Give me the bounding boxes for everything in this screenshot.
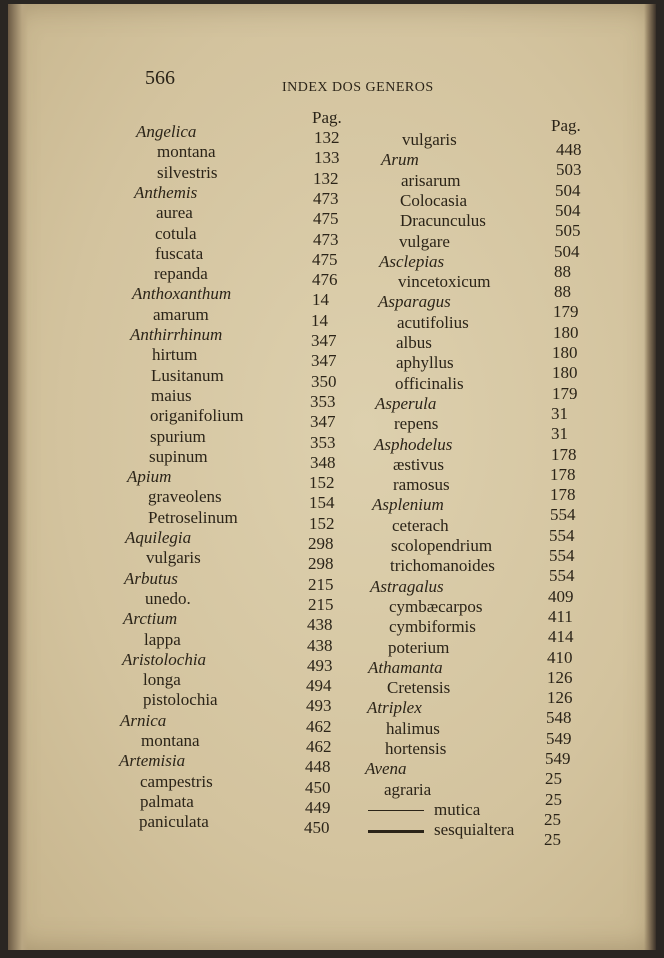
page-ref: 179 bbox=[553, 302, 579, 322]
ditto-dash bbox=[368, 830, 424, 833]
genus-name: Avena bbox=[365, 759, 407, 779]
species-name: poterium bbox=[388, 637, 450, 657]
page-ref: 25 bbox=[544, 809, 561, 829]
species-name: trichomanoides bbox=[390, 556, 495, 576]
species-name: unedo. bbox=[145, 588, 191, 608]
page-ref: 411 bbox=[548, 606, 573, 626]
page-ref: 493 bbox=[307, 655, 333, 675]
page-ref: 549 bbox=[546, 728, 572, 748]
genus-name: Arbutus bbox=[124, 568, 178, 588]
species-name: palmata bbox=[140, 791, 194, 811]
species-name: graveolens bbox=[148, 487, 222, 507]
page-ref: 504 bbox=[554, 241, 580, 261]
species-name: Cretensis bbox=[387, 678, 451, 698]
page-ref: 132 bbox=[314, 128, 340, 147]
page-ref: 132 bbox=[313, 168, 339, 188]
species-name: repanda bbox=[154, 264, 208, 284]
page-ref: 493 bbox=[306, 696, 332, 716]
species-name: vulgaris bbox=[146, 548, 201, 568]
species-name: fuscata bbox=[155, 243, 204, 263]
page-ref: 88 bbox=[554, 261, 571, 281]
genus-name: Athamanta bbox=[368, 657, 443, 677]
page-ref: 505 bbox=[555, 221, 581, 241]
page-ref: 448 bbox=[305, 757, 331, 777]
page-ref: 475 bbox=[312, 249, 338, 269]
species-name: aurea bbox=[156, 203, 193, 223]
page-ref: 438 bbox=[307, 615, 333, 635]
species-name: vulgare bbox=[399, 231, 450, 251]
species-name: supinum bbox=[149, 446, 208, 466]
genus-name: Anthoxanthum bbox=[132, 284, 232, 304]
species-name: campestris bbox=[140, 771, 213, 791]
page-ref: 179 bbox=[552, 383, 578, 403]
species-name: halimus bbox=[386, 718, 440, 738]
genus-name: Anthemis bbox=[134, 182, 198, 202]
species-name: sesquialtera bbox=[434, 820, 515, 840]
page-ref: 353 bbox=[310, 432, 336, 452]
genus-name: Arnica bbox=[120, 710, 167, 730]
genus-name: Artemisia bbox=[119, 751, 186, 771]
species-name: cymbæcarpos bbox=[389, 596, 483, 616]
species-name: cotula bbox=[155, 223, 197, 243]
page-edge bbox=[644, 4, 656, 950]
species-name: spurium bbox=[150, 426, 206, 446]
species-name: pistolochia bbox=[143, 690, 218, 710]
page-ref: 473 bbox=[313, 229, 339, 249]
species-name: ramosus bbox=[393, 475, 450, 495]
page-ref: 347 bbox=[310, 412, 336, 432]
page-ref: 549 bbox=[545, 749, 571, 768]
genus-name: Asperula bbox=[375, 393, 437, 413]
page-ref: 409 bbox=[548, 586, 574, 606]
species-name: agraria bbox=[384, 779, 432, 799]
page-ref: 462 bbox=[306, 737, 332, 756]
genus-name: Asparagus bbox=[378, 292, 451, 312]
page-ref: 180 bbox=[552, 363, 578, 383]
species-name: Dracunculus bbox=[400, 211, 486, 231]
col-header-right: Pag. bbox=[551, 116, 581, 135]
page-ref: 180 bbox=[552, 343, 578, 362]
page-ref: 133 bbox=[314, 148, 340, 168]
page-ref: 215 bbox=[308, 594, 334, 614]
page-ref: 152 bbox=[309, 473, 335, 493]
genus-name: Arum bbox=[381, 150, 419, 170]
species-name: mutica bbox=[434, 799, 481, 819]
species-name: hirtum bbox=[152, 345, 198, 365]
species-name: æstivus bbox=[393, 454, 445, 474]
species-name: Petroselinum bbox=[148, 507, 238, 527]
page-ref: 554 bbox=[549, 525, 575, 545]
species-name: montana bbox=[141, 731, 200, 750]
page-ref: 438 bbox=[307, 635, 333, 655]
page-ref: 298 bbox=[308, 554, 334, 574]
page-ref: 347 bbox=[311, 331, 337, 350]
page-ref: 298 bbox=[308, 534, 334, 553]
species-name: montana bbox=[157, 142, 216, 162]
species-name: hortensis bbox=[385, 739, 447, 758]
page-ref: 25 bbox=[545, 769, 562, 789]
page-ref: 180 bbox=[553, 322, 579, 342]
page-ref: 178 bbox=[551, 444, 577, 464]
species-name: lappa bbox=[144, 629, 181, 649]
page-ref: 476 bbox=[312, 270, 338, 290]
page-ref: 25 bbox=[545, 789, 562, 809]
book-page bbox=[8, 4, 656, 950]
species-name: origanifolium bbox=[150, 406, 244, 426]
page-ref: 410 bbox=[547, 647, 573, 667]
page-ref: 14 bbox=[311, 310, 328, 330]
page-ref: 350 bbox=[311, 371, 337, 391]
genus-name: Asplenium bbox=[372, 495, 444, 515]
species-name: aphyllus bbox=[396, 353, 454, 373]
species-name: vincetoxicum bbox=[398, 272, 491, 292]
col-header-left: Pag. bbox=[312, 108, 342, 127]
page-ref: 126 bbox=[547, 688, 573, 708]
page-number: 566 bbox=[145, 67, 175, 89]
page-ref: 504 bbox=[555, 180, 581, 200]
page-ref: 215 bbox=[308, 574, 334, 594]
page-ref: 414 bbox=[548, 627, 574, 647]
genus-name: Aristolochia bbox=[122, 649, 207, 669]
genus-name: Angelica bbox=[136, 122, 197, 141]
ditto-dash bbox=[368, 810, 424, 811]
genus-name: Aquilegia bbox=[125, 528, 192, 547]
genus-name: Astragalus bbox=[370, 576, 444, 596]
page-ref: 178 bbox=[550, 464, 576, 484]
page-ref: 25 bbox=[544, 830, 561, 850]
page-ref: 353 bbox=[310, 391, 336, 411]
species-name: Lusitanum bbox=[151, 365, 224, 385]
page-ref: 554 bbox=[549, 566, 575, 586]
page-ref: 154 bbox=[309, 493, 335, 513]
page-ref: 126 bbox=[547, 667, 573, 687]
page-ref: 178 bbox=[550, 485, 576, 505]
page-ref: 347 bbox=[311, 351, 337, 371]
page-ref: 448 bbox=[556, 140, 582, 159]
page-ref: 88 bbox=[554, 282, 571, 302]
species-name: amarum bbox=[153, 304, 209, 324]
page-ref: 473 bbox=[313, 188, 339, 208]
species-name: scolopendrium bbox=[391, 536, 493, 555]
species-name: acutifolius bbox=[397, 312, 469, 332]
species-name: longa bbox=[143, 670, 181, 690]
species-name: cymbiformis bbox=[389, 617, 476, 637]
page-ref: 152 bbox=[309, 513, 335, 533]
species-name: albus bbox=[396, 333, 432, 352]
page-ref: 475 bbox=[313, 209, 339, 229]
genus-name: Anthirrhinum bbox=[130, 325, 223, 344]
species-name: repens bbox=[394, 414, 439, 434]
page-gutter bbox=[8, 4, 28, 950]
species-name: officinalis bbox=[395, 373, 464, 393]
genus-name: Arctium bbox=[123, 609, 178, 629]
page-ref: 14 bbox=[312, 290, 329, 310]
page-ref: 450 bbox=[304, 818, 330, 838]
species-name: ceterach bbox=[392, 515, 449, 535]
species-name: arisarum bbox=[401, 170, 461, 190]
genus-name: Apium bbox=[127, 467, 172, 487]
page-ref: 494 bbox=[306, 676, 332, 696]
species-name: vulgaris bbox=[402, 130, 457, 149]
page-ref: 503 bbox=[556, 160, 582, 180]
genus-name: Asphodelus bbox=[374, 434, 453, 454]
species-name: paniculata bbox=[139, 812, 209, 832]
page-ref: 31 bbox=[551, 424, 568, 444]
species-name: Colocasia bbox=[400, 190, 468, 210]
page-ref: 462 bbox=[306, 716, 332, 736]
page-ref: 554 bbox=[549, 546, 575, 565]
page-ref: 449 bbox=[305, 797, 331, 817]
species-name: maius bbox=[151, 385, 192, 405]
genus-name: Atriplex bbox=[367, 698, 422, 718]
genus-name: Asclepias bbox=[379, 251, 445, 271]
species-name: silvestris bbox=[157, 162, 218, 182]
running-title: INDEX DOS GENEROS bbox=[282, 80, 434, 95]
page-ref: 504 bbox=[555, 200, 581, 220]
page-ref: 450 bbox=[305, 777, 331, 797]
page-ref: 548 bbox=[546, 708, 572, 728]
page-ref: 348 bbox=[310, 452, 336, 472]
page-ref: 31 bbox=[551, 403, 568, 423]
page-ref: 554 bbox=[550, 505, 576, 525]
